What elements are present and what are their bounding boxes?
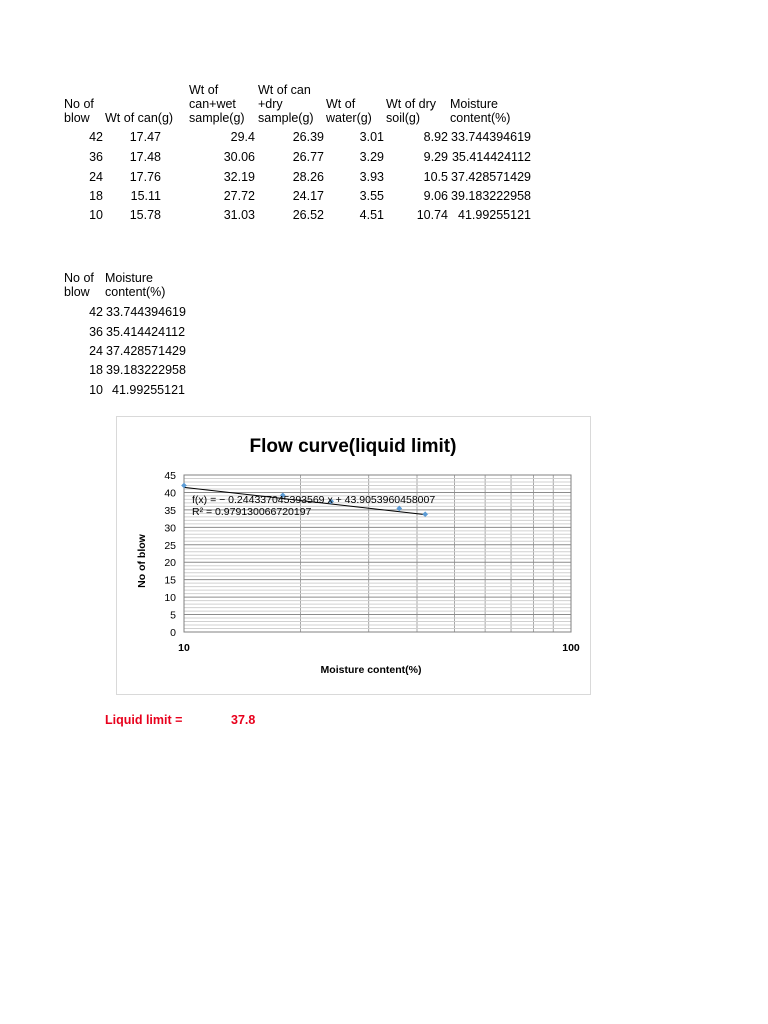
cell-wt-dry-soil: 8.92 bbox=[423, 130, 448, 144]
cell-wt-dry-soil: 10.74 bbox=[416, 208, 448, 222]
cell-wt-water: 3.01 bbox=[359, 130, 384, 144]
cell-blows: 24 bbox=[89, 344, 103, 358]
y-tick-label: 30 bbox=[164, 522, 176, 535]
header-moisture-content: Moisture content(%) bbox=[450, 97, 511, 125]
header-moisture-content: Moisture content(%) bbox=[105, 271, 166, 299]
cell-blows: 18 bbox=[89, 189, 103, 203]
cell-blows: 24 bbox=[89, 170, 103, 184]
cell-wt-dry-soil: 9.29 bbox=[423, 150, 448, 164]
cell-blows: 42 bbox=[89, 130, 103, 144]
header-wt-can-dry-sample: Wt of can +dry sample(g) bbox=[258, 83, 314, 125]
x-axis-ticks bbox=[178, 642, 580, 654]
cell-wt-can-wet: 27.72 bbox=[223, 189, 255, 203]
data-point bbox=[423, 512, 428, 517]
header-wt-of-water: Wt of water(g) bbox=[326, 97, 372, 125]
y-axis-label: No of blow bbox=[136, 534, 148, 588]
cell-wt-can: 15.11 bbox=[130, 189, 161, 203]
y-tick-label: 15 bbox=[164, 574, 176, 587]
cell-moisture: 39.183222958 bbox=[451, 189, 531, 203]
cell-moisture: 37.428571429 bbox=[106, 344, 186, 358]
header-wt-of-can: Wt of can(g) bbox=[105, 111, 174, 125]
cell-wt-can-dry: 26.52 bbox=[292, 208, 324, 222]
cell-wt-can-dry: 26.39 bbox=[292, 130, 324, 144]
cell-wt-can-wet: 31.03 bbox=[223, 208, 255, 222]
cell-wt-can: 15.78 bbox=[129, 208, 161, 222]
y-tick-label: 40 bbox=[164, 487, 176, 500]
flow-curve-chart bbox=[116, 416, 591, 695]
y-tick-label: 0 bbox=[170, 627, 176, 639]
cell-moisture: 33.744394619 bbox=[451, 130, 531, 144]
cell-wt-can-wet: 29.4 bbox=[230, 130, 255, 144]
y-tick-label: 35 bbox=[164, 504, 176, 517]
cell-wt-can-dry: 26.77 bbox=[292, 150, 324, 164]
trendline-equation: f(x) = − 0.244337045393569 x + 43.9053960458007 bbox=[192, 494, 436, 506]
cell-blows: 36 bbox=[89, 325, 103, 339]
header-no-of-blow: No of blow bbox=[64, 271, 94, 299]
liquid-limit-value: 37.8 bbox=[231, 713, 256, 727]
cell-wt-can-wet: 30.06 bbox=[223, 150, 255, 164]
x-tick-label: 100 bbox=[562, 642, 580, 654]
cell-blows: 18 bbox=[89, 363, 103, 377]
cell-wt-can: 17.47 bbox=[129, 130, 161, 144]
cell-wt-can-wet: 32.19 bbox=[223, 170, 255, 184]
cell-moisture: 37.428571429 bbox=[451, 170, 531, 184]
chart-title: Flow curve(liquid limit) bbox=[249, 436, 457, 457]
y-axis-ticks bbox=[164, 470, 176, 639]
chart-svg bbox=[117, 417, 590, 694]
cell-wt-water: 3.55 bbox=[359, 189, 384, 203]
y-tick-label: 25 bbox=[164, 539, 176, 552]
cell-wt-can: 17.48 bbox=[129, 150, 161, 164]
r-squared-label: R² = 0.979130066720197 bbox=[192, 506, 312, 518]
cell-wt-water: 4.51 bbox=[359, 208, 384, 222]
cell-blows: 36 bbox=[89, 150, 103, 164]
y-tick-label: 5 bbox=[170, 609, 176, 622]
cell-wt-water: 3.29 bbox=[359, 150, 384, 164]
cell-moisture: 35.414424112 bbox=[106, 325, 186, 339]
header-wt-can-wet-sample: Wt of can+wet sample(g) bbox=[189, 83, 245, 125]
header-wt-of-dry-soil: Wt of dry soil(g) bbox=[386, 97, 437, 125]
cell-wt-can-dry: 28.26 bbox=[292, 170, 324, 184]
cell-moisture: 35.414424112 bbox=[451, 150, 531, 164]
liquid-limit-label: Liquid limit = bbox=[105, 713, 183, 727]
cell-wt-dry-soil: 10.5 bbox=[423, 170, 448, 184]
y-tick-label: 10 bbox=[164, 592, 176, 605]
cell-wt-water: 3.93 bbox=[359, 170, 384, 184]
cell-blows: 10 bbox=[89, 208, 103, 222]
x-axis-label: Moisture content(%) bbox=[320, 664, 422, 676]
cell-moisture: 33.744394619 bbox=[106, 305, 186, 319]
cell-blows: 10 bbox=[89, 383, 103, 397]
cell-moisture: 41.99255121 bbox=[112, 383, 185, 397]
cell-wt-can: 17.76 bbox=[129, 170, 161, 184]
cell-blows: 42 bbox=[89, 305, 103, 319]
cell-moisture: 39.183222958 bbox=[106, 363, 186, 377]
cell-wt-dry-soil: 9.06 bbox=[423, 189, 448, 203]
cell-moisture: 41.99255121 bbox=[458, 208, 531, 222]
y-tick-label: 20 bbox=[164, 557, 176, 570]
header-no-of-blow: No of blow bbox=[64, 97, 94, 125]
y-tick-label: 45 bbox=[164, 470, 176, 482]
cell-wt-can-dry: 24.17 bbox=[292, 189, 324, 203]
x-tick-label: 10 bbox=[178, 642, 190, 654]
